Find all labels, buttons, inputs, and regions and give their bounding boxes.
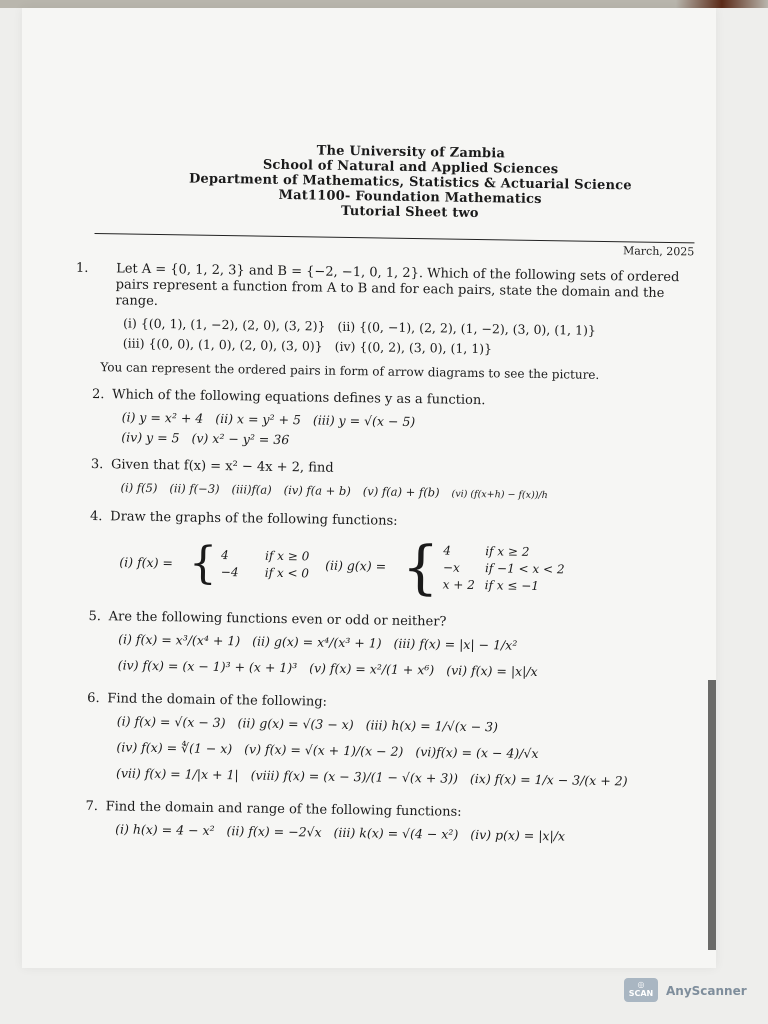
part-i: (i) y = x² + 4 bbox=[121, 409, 204, 426]
question-text: Find the domain and range of the following functions: bbox=[105, 799, 462, 820]
scan-right-shadow bbox=[708, 680, 716, 950]
course-title: Mat1100- Foundation Mathematics bbox=[278, 187, 542, 208]
scan-top-edge bbox=[0, 0, 768, 8]
question-number: 3. bbox=[90, 456, 104, 473]
part-iii: (iii) k(x) = √(4 − x²) bbox=[333, 824, 459, 842]
left-brace: { bbox=[401, 532, 440, 602]
case-value: −x bbox=[442, 560, 460, 575]
piecewise-f bbox=[188, 537, 310, 589]
part-i: (i) h(x) = 4 − x² bbox=[115, 821, 215, 838]
question-5 bbox=[88, 609, 689, 682]
question-text: Draw the graphs of the following functions: bbox=[110, 509, 398, 529]
scanner-watermark: AnyScanner bbox=[666, 984, 747, 998]
question-2 bbox=[91, 387, 692, 454]
piecewise-functions bbox=[89, 533, 690, 600]
question-number: 2. bbox=[91, 386, 105, 403]
case-condition: if x < 0 bbox=[264, 565, 310, 581]
part-ii-label: (ii) g(x) = bbox=[325, 557, 387, 574]
part-iii: (iii) f(x) = |x| − 1/x² bbox=[393, 635, 518, 653]
part-i-label: (i) f(x) = bbox=[119, 554, 174, 571]
question-text: Let A = {0, 1, 2, 3} and B = {−2, −1, 0, 1, 2}. Which of the following sets of ordered pairs represent a function from A to B and for each pairs, state the domain and the range. bbox=[115, 261, 680, 309]
question-text: Find the domain of the following: bbox=[107, 691, 328, 710]
question-3 bbox=[90, 457, 691, 506]
case-value: x + 2 bbox=[442, 577, 475, 592]
part-ix: (ix) f(x) = 1/x − 3/(x + 2) bbox=[469, 770, 628, 789]
part-ii: (ii) {(0, −1), (2, 2), (1, −2), (3, 0), (1, 1)} bbox=[337, 318, 596, 338]
question-number: 4. bbox=[89, 508, 103, 525]
case-condition: if −1 < x < 2 bbox=[484, 560, 565, 576]
piecewise-g bbox=[401, 532, 565, 602]
university-name: The University of Zambia bbox=[316, 143, 506, 162]
sheet-title: Tutorial Sheet two bbox=[340, 203, 479, 222]
department-name: Department of Mathematics, Statistics & Actuarial Science bbox=[188, 171, 632, 194]
part-i: (i) {(0, 1), (1, −2), (2, 0), (3, 2)} bbox=[123, 315, 326, 334]
question-number: 6. bbox=[87, 690, 100, 707]
part-v: (v) f(x) = x²/(1 + x⁶) bbox=[309, 660, 435, 678]
case-condition: if x ≥ 2 bbox=[485, 543, 530, 559]
part-iii: (iii) {(0, 0), (1, 0), (2, 0), (3, 0)} bbox=[122, 335, 323, 354]
question-1 bbox=[75, 260, 694, 384]
case-condition: if x ≤ −1 bbox=[484, 577, 540, 593]
case-value: 4 bbox=[443, 543, 452, 558]
part-vii: (vii) f(x) = 1/|x + 1| bbox=[115, 765, 239, 783]
part-iii: (iii) h(x) = 1/√(x − 3) bbox=[365, 717, 499, 735]
part-ii: (ii) g(x) = √(3 − x) bbox=[237, 715, 354, 733]
part-iv: (iv) {(0, 2), (3, 0), (1, 1)} bbox=[334, 338, 493, 357]
part-ii: (ii) g(x) = x⁴/(x³ + 1) bbox=[252, 633, 382, 651]
part-iv: (iv) f(x) = (x − 1)³ + (x + 1)³ bbox=[117, 657, 298, 676]
scanner-logo-text: SCAN bbox=[628, 989, 654, 998]
left-brace: { bbox=[188, 537, 218, 589]
question-number: 5. bbox=[88, 608, 102, 625]
part-iv: (iv) f(x) = ∜(1 − x) bbox=[116, 739, 233, 757]
question-number: 1. bbox=[75, 260, 89, 276]
part-iii: (iii)f(a) bbox=[231, 482, 272, 497]
part-i: (i) f(x) = √(x − 3) bbox=[116, 713, 226, 731]
school-name: School of Natural and Applied Sciences bbox=[262, 157, 559, 178]
part-vi: (vi) f(x) = |x|/x bbox=[446, 662, 538, 680]
part-v: (v) f(a) + f(b) bbox=[362, 484, 440, 500]
part-iv: (iv) f(a + b) bbox=[283, 482, 351, 499]
question-text: Which of the following equations defines y as a function. bbox=[112, 387, 486, 409]
part-v: (v) x² − y² = 36 bbox=[191, 430, 290, 448]
question-5-parts bbox=[88, 631, 689, 682]
question-6-parts bbox=[86, 713, 687, 790]
part-iii: (iii) y = √(x − 5) bbox=[312, 412, 416, 430]
part-iv: (iv) y = 5 bbox=[121, 429, 180, 446]
part-vi: (vi) (f(x+h) − f(x))/h bbox=[451, 488, 548, 502]
part-i: (i) f(5) bbox=[120, 480, 158, 496]
case-value: 4 bbox=[220, 548, 229, 563]
question-1-parts bbox=[93, 315, 693, 360]
scanner-logo-icon: ◎ SCAN bbox=[624, 978, 658, 1002]
part-v: (v) f(x) = √(x + 1)/(x − 2) bbox=[244, 741, 404, 759]
case-condition: if x ≥ 0 bbox=[264, 548, 310, 564]
document-header bbox=[95, 140, 696, 224]
question-6 bbox=[86, 691, 687, 790]
part-iv: (iv) p(x) = |x|/x bbox=[470, 826, 566, 844]
question-2-parts bbox=[91, 409, 691, 454]
case-value: −4 bbox=[220, 565, 239, 580]
part-vi: (vi)f(x) = (x − 4)/√x bbox=[415, 744, 539, 762]
tutorial-sheet bbox=[75, 140, 696, 846]
part-viii: (viii) f(x) = (x − 3)/(1 − √(x + 3)) bbox=[250, 767, 459, 786]
question-4 bbox=[89, 509, 690, 600]
question-3-parts bbox=[90, 479, 690, 506]
part-ii: (ii) x = y² + 5 bbox=[215, 410, 302, 428]
part-ii: (ii) f(x) = −2√x bbox=[226, 823, 322, 840]
question-number: 7. bbox=[85, 798, 99, 815]
sheet-date: March, 2025 bbox=[622, 244, 695, 259]
question-text: Given that f(x) = x² − 4x + 2, find bbox=[110, 457, 334, 476]
question-text: Are the following functions even or odd or neither? bbox=[108, 609, 447, 630]
part-ii: (ii) f(−3) bbox=[169, 481, 220, 496]
part-i: (i) f(x) = x³/(x⁴ + 1) bbox=[118, 631, 241, 649]
question-1-note: You can represent the ordered pairs in form of arrow diagrams to see the picture. bbox=[100, 360, 600, 382]
